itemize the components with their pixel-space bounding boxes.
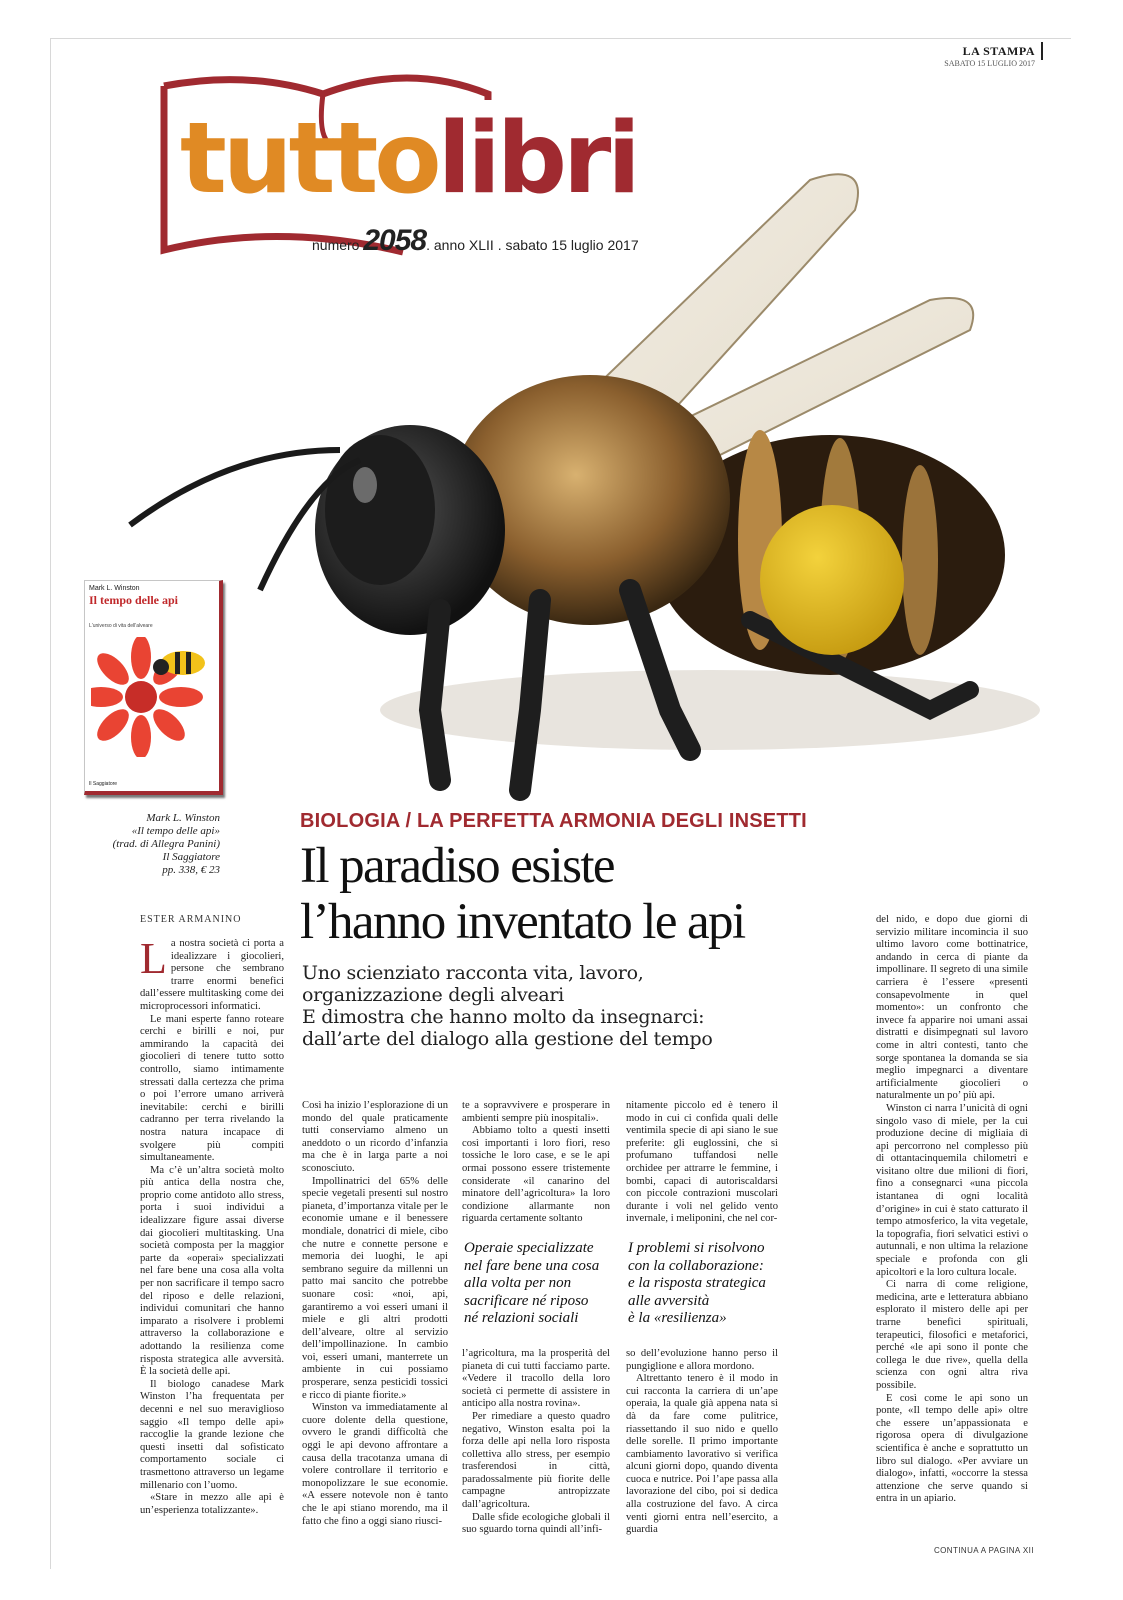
book-cover bbox=[84, 580, 223, 795]
cover-author: Mark L. Winston bbox=[89, 585, 140, 592]
masthead bbox=[944, 44, 1035, 68]
pullquote-1: Operaie specializzate nel fare bene una cosa alla volta per non sacrificare né riposo né relazioni sociali bbox=[464, 1240, 600, 1326]
paragraph: Impollinatrici del 65% delle specie vegetali presenti sul nostro pianeta, d’importanza vitale per le economie umane e il benessere mondiale, donatrici di miele, cibo che nutre e connette persone e memoria dei luoghi, le api sembrano seguire da millenni un patto mai sancito che potrebbe suonare così: «noi, api, garantiremo a voi esseri umani il miele e gli altri prodotti dell’alveare, oltre al servizio dell’impollinazione. In cambio voi, esseri umani, manterrete un ambiente in cui possiamo prosperare, senza pesticidi tossici e ricco di piante fiorite.» bbox=[302, 1175, 448, 1401]
caption-author: Mark L. Winston bbox=[146, 812, 220, 824]
cover-title: Il tempo delle api bbox=[89, 593, 178, 607]
dropcap: L bbox=[140, 938, 167, 983]
paragraph: E così come le api sono un ponte, «Il tempo delle api» oltre che essere un’appassionata e rigorosa opera di divulgazione scientifica è anche e soprattutto un libro sul dialogo. «Per avviare un dialogo», infatti, «occorre la stessa attenzione che serve quando si entra in un apiario. bbox=[876, 1392, 1028, 1505]
body-column-4 bbox=[626, 1100, 778, 1558]
cover-flower-bee-art bbox=[91, 637, 213, 757]
book-caption bbox=[96, 812, 220, 877]
paragraph: del nido, e dopo due giorni di servizio militare incomincia il suo ultimo lavoro come bottinatrice, andando in cerca di piante da impollinare. Il segreto di una simile carriera è l’essere «presenti consapevolmente in quel momento»: un confronto che invece fa apparire noi umani assai distratti e disimpegnati sul lavoro come in altri contesti, tanto che sorge spontanea la domanda se sia meglio impegnarci a diventare artificialmente giocolieri o naturalmente un po’ più api. bbox=[876, 914, 1028, 1102]
paragraph: Ma c’è un’altra società molto più antica della nostra che, proprio come antidoto allo stress, porta i suoi individui a idealizzare figure assai diverse dai giocolieri multitasking. Una società composta per la maggior parte da «operai» specializzati nel fare bene una cosa alla volta per non sacrificare il tempo sacro del riposo e delle relazioni, individui comunitari che hanno imparato a risolvere i problemi attraverso la collaborazione e adottando la resilienza come risposta strategica alle avversità. È la società delle api. bbox=[140, 1164, 284, 1378]
newspaper-name: LA STAMPA bbox=[962, 44, 1035, 58]
logo-tutto: tutto bbox=[180, 102, 438, 216]
issue-prefix: numero bbox=[312, 237, 360, 253]
article-subhead bbox=[302, 962, 862, 1050]
paragraph: «Stare in mezzo alle api è un’esperienza totalizzante». bbox=[140, 1492, 284, 1516]
pullquote-2: I problemi si risolvono con la collaborazione: e la risposta strategica alle avversità è la «resilienza» bbox=[628, 1240, 766, 1326]
paragraph: Per rimediare a questo quadro negativo, Winston esalta poi la forza delle api nella loro risposta collettiva allo stress, per esempio trasferendosi in città, paradossalmente più fiorite delle campagne antropizzate dall’agricoltura. bbox=[462, 1410, 610, 1511]
paragraph: Così ha inizio l’esplorazione di un mondo del quale praticamente tutti conserviamo almeno un aneddoto o un ricordo d’infanzia ma che è in larga parte a noi sconosciuto. bbox=[302, 1100, 448, 1174]
article-headline bbox=[300, 838, 860, 950]
cover-publisher: Il Saggiatore bbox=[89, 781, 118, 787]
newspaper-date: SABATO 15 LUGLIO 2017 bbox=[944, 59, 1035, 68]
caption-price: pp. 338, € 23 bbox=[162, 864, 220, 876]
bee-pollen-basket bbox=[760, 505, 904, 655]
paragraph: Altrettanto tenero è il modo in cui racconta la carriera di un’ape operaia, la quale già appena nata si dà da fare come pulitrice, riassettando il suo nido e quello delle sorelle. Il primo importante cambiamento lavorativo si verifica alcuni giorni dopo, quando diventa cuoca e nutrice. Poi l’ape passa alla lavorazione del cibo, poi si dedica alla costruzione del favo. A circa venti giorni entra nell’esercito, a guardia bbox=[626, 1373, 778, 1536]
issue-suffix: . anno XLII . sabato 15 luglio 2017 bbox=[426, 237, 639, 253]
byline: ESTER ARMANINO bbox=[140, 914, 242, 925]
paragraph: nitamente piccolo ed è tenero il modo in cui ci confida quali delle ventimila specie di api siano le sue preferite: gli euglossini, che si profumano tuffandosi nelle orchidee per attrarre le femmine, i bombi, capaci di autoriscaldarsi con piccole contrazioni muscolari durante i voli nel gelido vento invernale, i meliponini, che nel cor- bbox=[626, 1100, 778, 1225]
headline-line: Il paradiso esiste bbox=[300, 838, 614, 894]
headline-line: l’hanno inventato le api bbox=[300, 894, 745, 950]
paragraph: te a sopravvivere e prosperare in ambienti sempre più inospitali». bbox=[462, 1100, 610, 1124]
subhead-line: Uno scienziato racconta vita, lavoro, bbox=[302, 962, 644, 984]
paragraph: Abbiamo tolto a questi insetti così importanti i loro fiori, reso tossiche le loro case, e se le api ormai possono essere tristemente considerate «il canarino del minatore dell’agricoltura» la loro condizione allarmante non riguarda certamente soltanto bbox=[462, 1125, 610, 1225]
paragraph: La nostra società ci porta a idealizzare i giocolieri, persone che sembrano trarre enormi benefici dall’essere multitasking come dei microprocessori informatici. bbox=[140, 938, 284, 1012]
body-column-2 bbox=[302, 1100, 448, 1558]
subhead-line: organizzazione degli alveari bbox=[302, 984, 564, 1006]
subhead-line: dall’arte del dialogo alla gestione del tempo bbox=[302, 1028, 713, 1050]
page-marker bbox=[1041, 42, 1043, 60]
paragraph: Ci narra di come religione, medicina, arte e letteratura abbiano esplorato il mistero delle api per trarne benefici spirituali, terapeutici, filosofici e metaforici, perché «le api sono il ponte che collega le due rive», quella della scienza con ogni altra riva possibile. bbox=[876, 1279, 1028, 1391]
bee-leg bbox=[430, 610, 440, 780]
caption-publisher: Il Saggiatore bbox=[162, 851, 220, 863]
caption-title: «Il tempo delle api» bbox=[131, 825, 220, 837]
body-column-1 bbox=[140, 938, 284, 1558]
bee-antenna bbox=[130, 450, 340, 525]
paragraph: so dell’evoluzione hanno perso il pungiglione e allora mordono. bbox=[626, 1347, 778, 1372]
caption-translator: (trad. di Allegra Panini) bbox=[112, 838, 220, 850]
paragraph: Il biologo canadese Mark Winston l’ha frequentata per decenni e nel suo meraviglioso saggio «Il tempo delle api» raccoglie la grande lezione che questi insetti dal sofisticato comportamento sociale ci trasmettono attraverso un legame millenario con l’uomo. bbox=[140, 1378, 284, 1491]
continued-on-page: CONTINUA A PAGINA XII bbox=[934, 1546, 1034, 1555]
body-column-5 bbox=[876, 914, 1028, 1542]
logo-libri: libri bbox=[437, 102, 637, 216]
bee-illustration bbox=[110, 150, 1090, 810]
article-kicker: BIOLOGIA / LA PERFETTA ARMONIA DEGLI INSETTI bbox=[300, 810, 807, 832]
cover-subtitle: L'universo di vita dell'alveare bbox=[89, 623, 153, 629]
body-column-3 bbox=[462, 1100, 610, 1558]
paragraph: Le mani esperte fanno roteare cerchi e birilli e noi, pur ammirando la capacità dei giocolieri di tenere tutto sotto controllo, siamo intimamente stressati dalla certezza che prima o poi l’errore umano arriverà inevitabile: cerchi e birilli cadranno per terra rivelando la nostra natura incapace di svolgere più compiti simultaneamente. bbox=[140, 1013, 284, 1164]
paragraph: Winston va immediatamente al cuore dolente della questione, ovvero le grandi difficoltà che oggi le api devono affrontare a causa della tracotanza umana di volere controllare il territorio e monopolizzare le sue economie. «A essere notevole non è tanto che le api stiano morendo, ma il fatto che fino a oggi siano riusci- bbox=[302, 1402, 448, 1527]
paragraph: Dalle sfide ecologiche globali il suo sguardo torna quindi all’infi- bbox=[462, 1511, 610, 1536]
paragraph: Winston ci narra l’unicità di ogni singolo vaso di miele, per la cui produzione decine di migliaia di api percorrono nel complesso più di ottantacinquemila chilometri e visitano oltre due milioni di fiori, fino a consegnarci «una piccola istantanea di ogni località d’origine» in cui è stato catturato il tempo atmosferico, la vita vegetale, la topografia, fiori selvatici estivi o autunnali, e non ultima la relazione speciale e profonda con gli apicoltori e la loro cultura locale. bbox=[876, 1102, 1028, 1278]
issue-number: 2058 bbox=[363, 224, 427, 257]
paragraph: l’agricoltura, ma la prosperità del pianeta di cui tutti facciamo parte. «Vedere il tracollo della loro società ci permette di assistere in anticipo alla nostra rovina». bbox=[462, 1347, 610, 1410]
subhead-line: E dimostra che hanno molto da insegnarci: bbox=[302, 1006, 705, 1028]
